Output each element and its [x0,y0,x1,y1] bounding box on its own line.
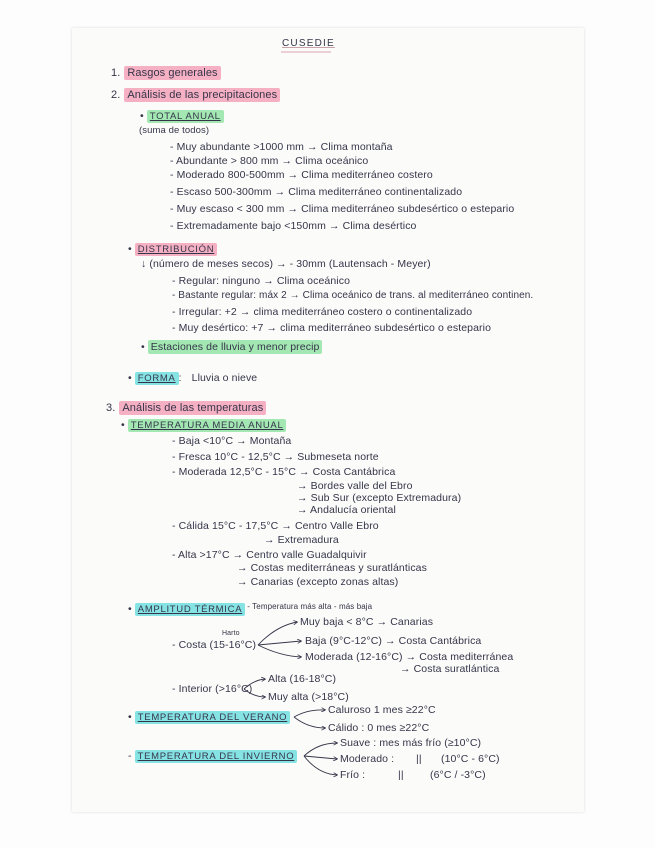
section-number: 1. [111,67,121,79]
branch-item: Moderada (12-16°C) → Costa mediterránea [305,651,514,663]
media-anual-label [121,418,286,433]
section-title: Análisis de las precipitaciones [124,88,280,102]
list-item: - Moderado 800-500mm → Clima mediterráneo costero [170,169,433,181]
interior-label: - Interior (>16°C) [172,683,253,695]
branch-item-name: Moderado : [340,753,395,765]
branch-item: Cálido : 0 mes ≥22°C [328,722,430,734]
bullet: • [128,603,132,615]
bullet: • [128,243,132,255]
branch-item: Baja (9°C-12°C) → Costa Cantábrica [305,635,482,647]
list-item: - Bastante regular: máx 2 → Clima oceánico de trans. al mediterráneo continen. [172,290,534,301]
list-item: - Fresca 10°C - 12,5°C → Submeseta norte [172,451,379,463]
branch-subitem: → Costa suratlántica [400,663,500,675]
bullet: • [140,110,144,122]
bullet: • [128,711,132,723]
section-title: Rasgos generales [124,66,220,80]
invierno-label [128,749,297,764]
subsection-title: Estaciones de lluvia y menor precip [148,340,323,354]
list-item: - Escaso 500-300mm → Clima mediterráneo continentalizado [170,186,463,198]
branch-item: Caluroso 1 mes ≥22°C [328,704,436,716]
list-item: - Muy desértico: +7 → clima mediterráneo subdesértico o estepario [172,322,492,334]
list-subitem: → Bordes valle del Ebro [297,480,413,492]
subsection-title: DISTRIBUCIÓN [135,243,218,256]
total-anual-note: (suma de todos) [139,125,210,136]
verano-label [128,710,290,725]
subsection-title: TEMPERATURA MEDIA ANUAL [128,419,287,432]
subsection-title: FORMA [135,372,179,385]
total-anual-label [140,109,224,124]
list-item: - Cálida 15°C - 17,5°C → Centro Valle Ebro [172,520,379,532]
bullet: • [141,341,145,353]
list-subitem: → Andalucía oriental [297,504,396,516]
subsection-title: TEMPERATURA DEL VERANO [135,711,290,724]
branch-item: Alta (16-18°C) [268,673,337,685]
distribucion-label [128,242,217,257]
list-item: - Irregular: +2 → clima mediterráneo costero o continentalizado [172,306,473,318]
list-item: - Abundante > 800 mm → Clima oceánico [170,155,369,167]
section-title: Análisis de las temperaturas [119,401,266,415]
branch-item-range: (10°C - 6°C) [441,753,500,765]
subsection-title: TEMPERATURA DEL INVIERNO [135,750,298,763]
page-title: CUSEDIE [282,38,335,49]
ditto-mark: || [416,753,422,765]
list-item: - Muy escaso < 300 mm → Clima mediterráneo subdesértico o estepario [170,203,515,215]
forma-text: Lluvia o nieve [191,372,258,384]
costa-note: Harto [222,630,240,637]
list-item: - Muy abundante >1000 mm → Clima montaña [170,141,393,153]
list-item: - Regular: ninguno → Clima oceánico [172,275,351,287]
separator: : [178,372,182,384]
section-1-heading [111,66,221,80]
bullet: - [128,750,132,762]
section-3-heading [106,401,266,415]
list-subitem: → Extremadura [264,534,339,546]
bullet: • [128,372,132,384]
list-item: - Moderada 12,5°C - 15°C → Costa Cantábrica [172,466,396,478]
estaciones-label [141,340,322,354]
branch-item-name: Frío : [340,769,366,781]
branch-item-range: (6°C / -3°C) [430,769,486,781]
distribucion-intro: ↓ (número de meses secos) → - 30mm (Lautensach - Meyer) [141,258,431,270]
list-subitem: → Sub Sur (excepto Extremadura) [297,492,462,504]
bullet: • [121,419,125,431]
branch-item: Suave : mes más frío (≥10°C) [340,737,482,749]
ditto-mark: || [398,769,404,781]
subsection-title: TOTAL ANUAL [147,110,224,123]
list-item: - Extremadamente bajo <150mm → Clima desértico [170,220,417,232]
branch-item: Muy alta (>18°C) [268,691,349,703]
list-subitem: → Canarias (excepto zonas altas) [237,576,399,588]
branch-item: Muy baja < 8°C → Canarias [300,616,434,628]
amplitud-definition: - Temperatura más alta - más baja [247,602,373,611]
costa-label: - Costa (15-16°C) [172,639,257,651]
section-number: 2. [111,89,121,101]
forma-line [128,371,257,386]
section-number: 3. [106,402,116,414]
list-item: - Baja <10°C → Montaña [172,435,292,447]
list-subitem: → Costas mediterráneas y suratlánticas [237,562,427,574]
list-item: - Alta >17°C → Centro valle Guadalquivir [172,549,367,561]
section-2-heading [111,88,280,102]
subsection-title: AMPLITUD TÉRMICA [135,603,245,616]
